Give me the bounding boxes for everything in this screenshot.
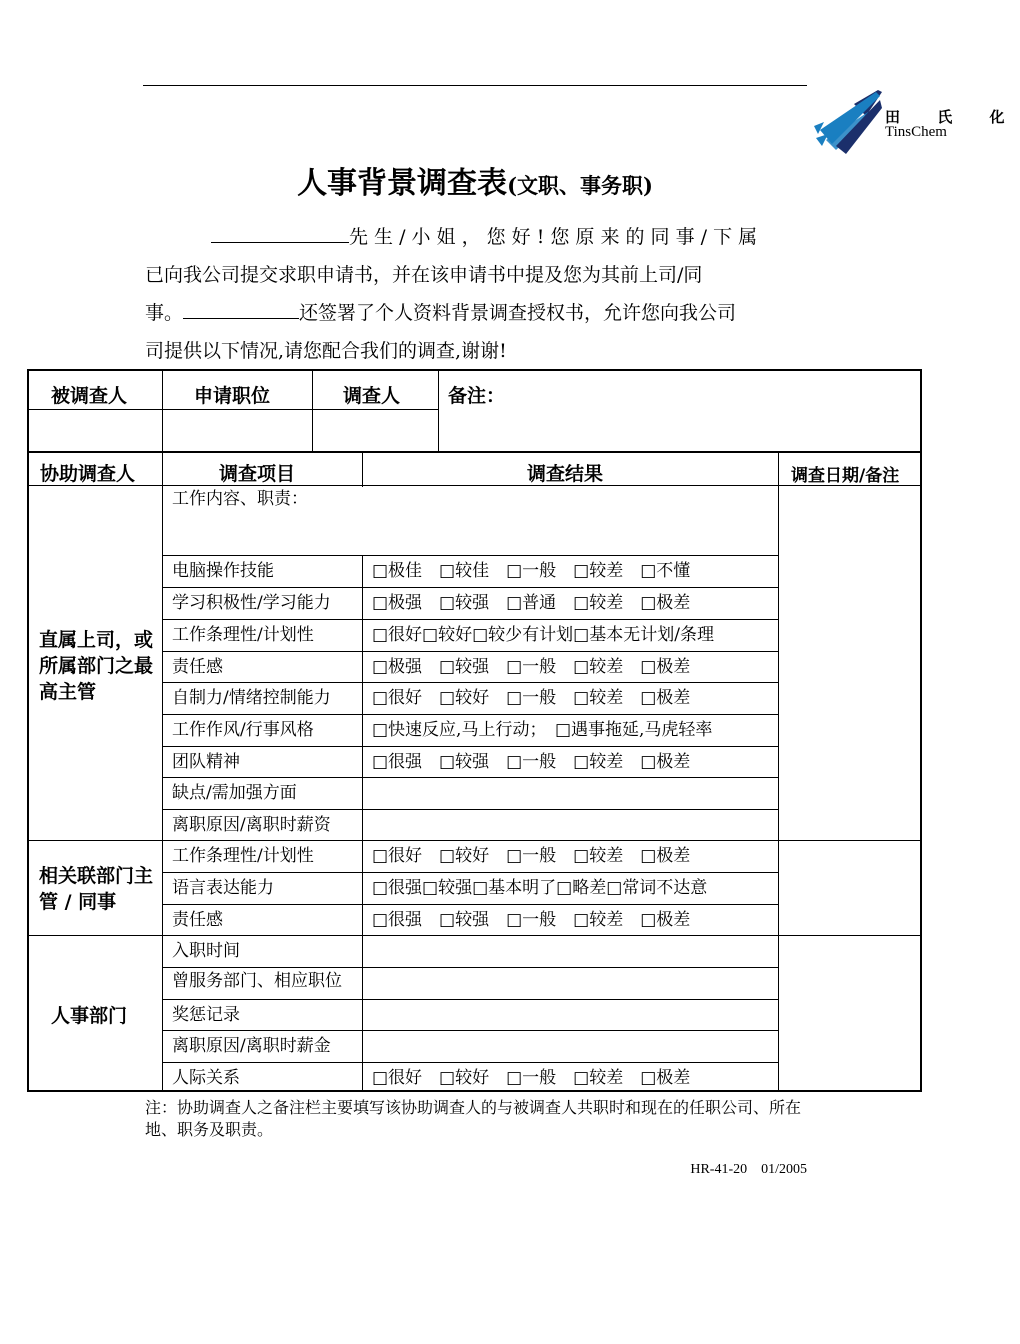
item-weakness: 缺点/需加强方面 <box>172 783 297 803</box>
result-language[interactable]: □很强□较强□基本明了□略差□常词不达意 <box>372 878 708 898</box>
item-header: 调查项目 <box>219 463 296 485</box>
item-responsibility-2: 责任感 <box>172 910 223 930</box>
logo-chinese-name: 田 氏 化 <box>885 108 1020 126</box>
item-start-date: 入职时间 <box>172 941 240 961</box>
item-computer-skill: 电脑操作技能 <box>172 561 274 581</box>
intro-line-2: 已向我公司提交求职申请书，并在该申请书中提及您为其前上司/同 <box>145 264 703 286</box>
page-title <box>0 158 950 202</box>
result-computer-skill[interactable]: □极佳 □较佳 □一般 □较差 □不懂 <box>372 561 691 581</box>
item-rewards: 奖惩记录 <box>172 1005 240 1025</box>
result-work-style[interactable]: □快速反应,马上行动； □遇事拖延,马虎轻率 <box>372 720 713 740</box>
remarks-label: 备注： <box>448 385 506 407</box>
survey-table <box>27 369 922 1092</box>
investigator-input-cell[interactable] <box>315 411 435 449</box>
item-language: 语言表达能力 <box>172 878 274 898</box>
remarks-input-cell[interactable] <box>441 411 919 449</box>
result-header: 调查结果 <box>527 463 604 485</box>
intro-line-4: 司提供以下情况,请您配合我们的调查,谢谢! <box>145 340 507 362</box>
investigator-label: 调查人 <box>343 385 401 407</box>
item-learning: 学习积极性/学习能力 <box>172 593 331 613</box>
logo-english-name: TinsChem <box>885 124 947 140</box>
subject-label: 被调查人 <box>51 385 128 407</box>
item-planning-2: 工作条理性/计划性 <box>172 846 314 866</box>
result-learning[interactable]: □极强 □较强 □普通 □较差 □极差 <box>372 593 691 613</box>
item-work-style: 工作作风/行事风格 <box>172 720 314 740</box>
group-label-hr-dept: 人事部门 <box>51 1005 128 1027</box>
item-self-control: 自制力/情绪控制能力 <box>172 688 331 708</box>
form-code: HR-41-20 01/2005 <box>690 1162 807 1177</box>
item-department: 曾服务部门、相应职位 <box>172 971 342 991</box>
group-label-supervisor: 直属上司，或所属部门之最高主管 <box>39 629 154 703</box>
item-relations: 人际关系 <box>172 1068 240 1088</box>
result-planning-2[interactable]: □很好 □较好 □一般 □较差 □极差 <box>372 846 691 866</box>
intro-line-3: 事。 还签署了个人资料背景调查授权书，允许您向我公司 <box>145 294 736 332</box>
item-job-content: 工作内容、职责： <box>172 489 308 509</box>
result-planning[interactable]: □很好□较好□较少有计划□基本无计划/条理 <box>372 625 714 645</box>
intro-line-1: 先 生 / 小 姐 ， 您 好 ! 您 原 来 的 同 事 / 下 属 <box>211 218 757 256</box>
result-responsibility[interactable]: □极强 □较强 □一般 □较差 □极差 <box>372 657 691 677</box>
name-blank-2[interactable] <box>183 296 299 319</box>
item-planning: 工作条理性/计划性 <box>172 625 314 645</box>
footnote: 注：协助调查人之备注栏主要填写该协助调查人的与被调查人共职时和现在的任职公司、所在地、职务及职责。 <box>145 1098 802 1139</box>
position-input-cell[interactable] <box>165 411 309 449</box>
result-relations[interactable]: □很好 □较好 □一般 □较差 □极差 <box>372 1068 691 1088</box>
item-responsibility: 责任感 <box>172 657 223 677</box>
assistant-header: 协助调查人 <box>40 463 136 485</box>
title-sub: (文职、事务职) <box>507 173 653 198</box>
header-rule <box>143 85 807 86</box>
item-leave-salary: 离职原因/离职时薪金 <box>172 1036 331 1056</box>
position-label: 申请职位 <box>194 385 271 407</box>
group-label-related-dept: 相关联部门主管 / 同事 <box>39 865 154 913</box>
subject-input-cell[interactable] <box>31 411 159 449</box>
result-self-control[interactable]: □很好 □较好 □一般 □较差 □极差 <box>372 688 691 708</box>
result-responsibility-2[interactable]: □很强 □较强 □一般 □较差 □极差 <box>372 910 691 930</box>
item-teamwork: 团队精神 <box>172 752 240 772</box>
result-teamwork[interactable]: □很强 □较强 □一般 □较差 □极差 <box>372 752 691 772</box>
date-header: 调查日期/备注 <box>791 466 900 486</box>
item-leave-reason: 离职原因/离职时薪资 <box>172 815 331 835</box>
name-blank-1[interactable] <box>211 220 349 243</box>
title-main: 人事背景调查表 <box>297 166 508 201</box>
